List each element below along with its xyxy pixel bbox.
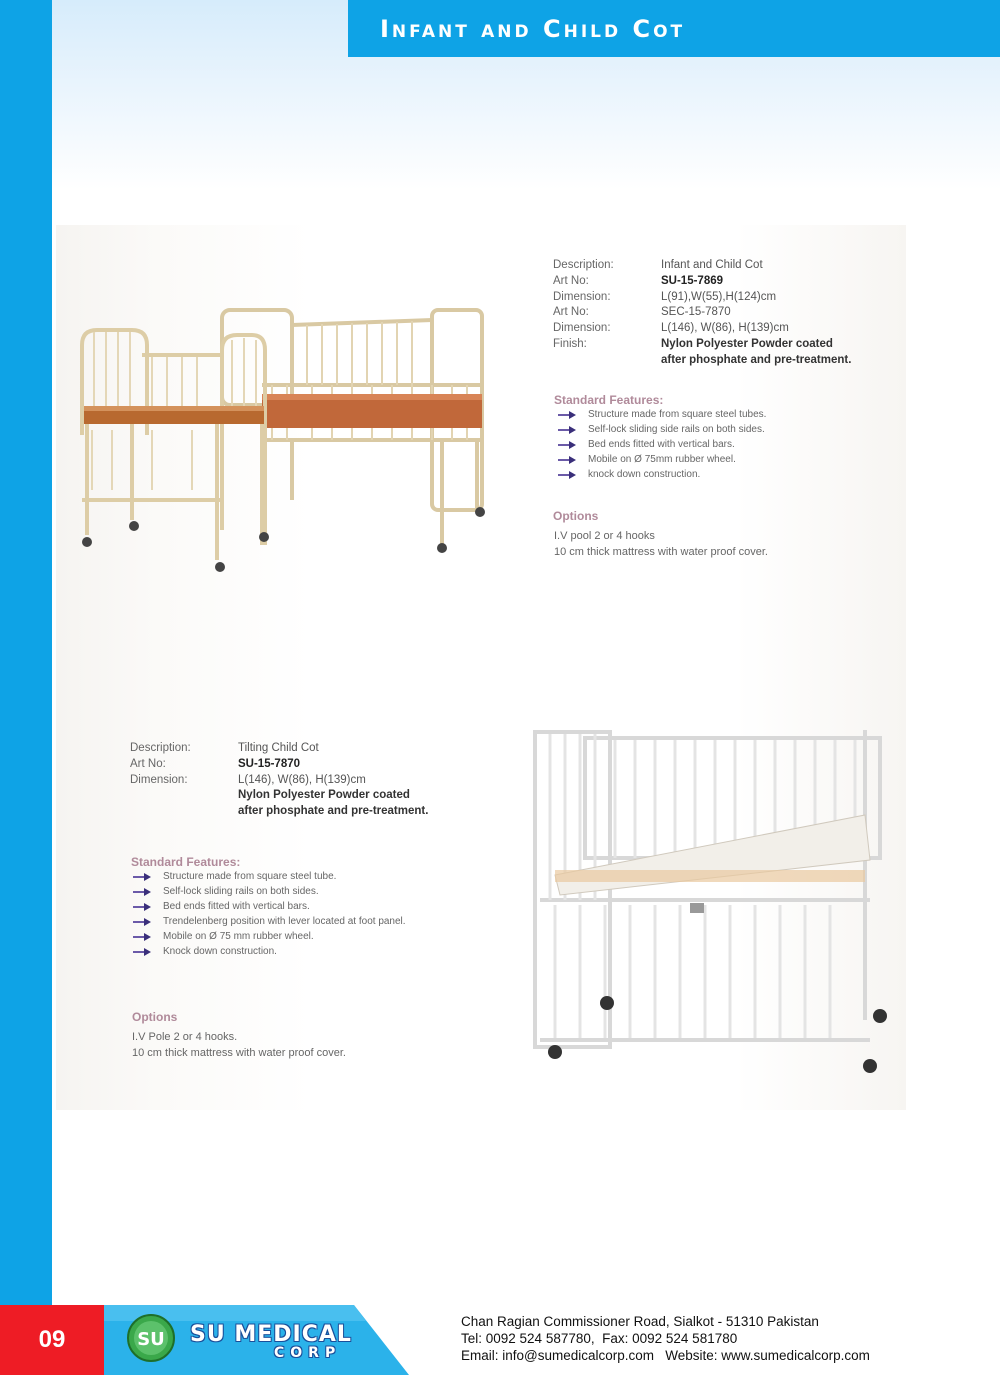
arrow-right-icon (133, 918, 151, 926)
title-banner (348, 0, 1000, 57)
spec-label: Art No: (553, 306, 589, 319)
web-text: Email: info@sumedicalcorp.com Website: www.sumedicalcorp.com (461, 1348, 870, 1363)
spec-value: L(146), W(86), H(139)cm (661, 322, 789, 335)
spec-row (130, 788, 428, 804)
product2-features-title: Standard Features: (131, 855, 241, 869)
arrow-right-icon (133, 873, 151, 881)
logo-monogram: SU (137, 1329, 165, 1350)
company-logo-icon (126, 1313, 176, 1363)
spec-label (130, 788, 238, 804)
feature-text: knock down construction. (588, 469, 701, 480)
arrow-right-icon (558, 471, 576, 479)
arrow-right-icon (133, 888, 151, 896)
spec-value: Nylon Polyester Powder coated (238, 789, 410, 802)
feature-text: Mobile on Ø 75 mm rubber wheel. (163, 931, 314, 942)
spec-row (130, 757, 428, 773)
left-accent-bar (0, 0, 52, 1305)
spec-row (130, 741, 428, 757)
list-item (133, 869, 406, 884)
contact-info (461, 1313, 870, 1364)
feature-text: Mobile on Ø 75mm rubber wheel. (588, 454, 736, 465)
list-item (558, 407, 766, 422)
arrow-right-icon (133, 903, 151, 911)
spec-value: after phosphate and pre-treatment. (661, 353, 852, 366)
phone-text: Tel: 0092 524 587780, Fax: 0092 524 581780 (461, 1331, 738, 1346)
product2-features (133, 869, 406, 959)
feature-text: Self-lock sliding side rails on both sides. (588, 424, 765, 435)
option-item: 10 cm thick mattress with water proof cover. (554, 546, 768, 558)
spec-label: Finish: (553, 337, 587, 350)
feature-text: Self-lock sliding rails on both sides. (163, 886, 319, 897)
spec-value: SEC-15-7870 (661, 306, 731, 319)
large-cot-mattress (262, 398, 482, 428)
product2-options (132, 1029, 346, 1061)
spec-value: Tilting Child Cot (238, 742, 319, 754)
spec-row (553, 337, 851, 353)
feature-text: Bed ends fitted with vertical bars. (163, 901, 310, 912)
list-item (558, 452, 766, 467)
spec-value: Infant and Child Cot (661, 259, 763, 271)
product2-options-title: Options (132, 1010, 178, 1024)
option-item: I.V pool 2 or 4 hooks (554, 530, 655, 542)
spec-row (553, 274, 851, 290)
list-item (133, 944, 406, 959)
spec-label: Dimension: (553, 290, 611, 303)
spec-label (553, 353, 661, 369)
list-item (133, 914, 406, 929)
spec-value: after phosphate and pre-treatment. (238, 805, 429, 818)
product1-options (554, 528, 768, 560)
spec-label: Dimension: (130, 773, 188, 786)
spec-row (553, 290, 851, 306)
list-item (133, 929, 406, 944)
page-title: Infant and Child Cot (380, 14, 686, 43)
arrow-right-icon (558, 441, 576, 449)
arrow-right-icon (558, 426, 576, 434)
address-text: Chan Ragian Commissioner Road, Sialkot - 51310 Pakistan (461, 1314, 819, 1329)
spec-row (553, 353, 851, 369)
product1-specs (553, 258, 851, 369)
spec-value: SU-15-7869 (661, 274, 724, 287)
spec-value: Nylon Polyester Powder coated (661, 337, 833, 350)
tilting-child-cot-image (525, 720, 895, 1080)
spec-label: Art No: (130, 757, 166, 770)
tilted-mattress (555, 815, 870, 895)
list-item (558, 422, 766, 437)
option-item: 10 cm thick mattress with water proof cover. (132, 1047, 346, 1059)
spec-value: L(91),W(55),H(124)cm (661, 290, 777, 303)
spec-label (130, 804, 238, 820)
product1-options-title: Options (553, 509, 599, 523)
spec-row (130, 773, 428, 789)
feature-text: Bed ends fitted with vertical bars. (588, 439, 735, 450)
company-name: SU MEDICAL (190, 1322, 352, 1347)
feature-text: Structure made from square steel tubes. (588, 409, 767, 420)
spec-label: Dimension: (553, 322, 611, 335)
small-cot-mattress (84, 410, 264, 424)
spec-label: Art No: (553, 274, 589, 287)
company-subname: CORP (274, 1345, 342, 1361)
arrow-right-icon (558, 411, 576, 419)
feature-text: Knock down construction. (163, 946, 277, 957)
spec-label: Description: (553, 259, 614, 271)
spec-value: SU-15-7870 (238, 757, 301, 770)
feature-text: Trendelenberg position with lever located at foot panel. (163, 916, 406, 927)
spec-row (130, 804, 428, 820)
spec-value: L(146), W(86), H(139)cm (238, 773, 366, 786)
spec-label: Description: (130, 742, 191, 754)
spec-row (553, 321, 851, 337)
list-item (133, 899, 406, 914)
feature-text: Structure made from square steel tube. (163, 871, 337, 882)
list-item (558, 467, 766, 482)
page-number-box (0, 1305, 104, 1375)
page-number: 09 (38, 1326, 66, 1353)
arrow-right-icon (133, 933, 151, 941)
infant-child-cot-image (72, 290, 512, 580)
option-item: I.V Pole 2 or 4 hooks. (132, 1031, 238, 1043)
arrow-right-icon (558, 456, 576, 464)
spec-row (553, 258, 851, 274)
spec-row (553, 305, 851, 321)
arrow-right-icon (133, 948, 151, 956)
product2-specs (130, 741, 428, 820)
small-cot (82, 330, 265, 560)
product1-features (558, 407, 766, 482)
list-item (558, 437, 766, 452)
list-item (133, 884, 406, 899)
product1-features-title: Standard Features: (554, 393, 664, 407)
